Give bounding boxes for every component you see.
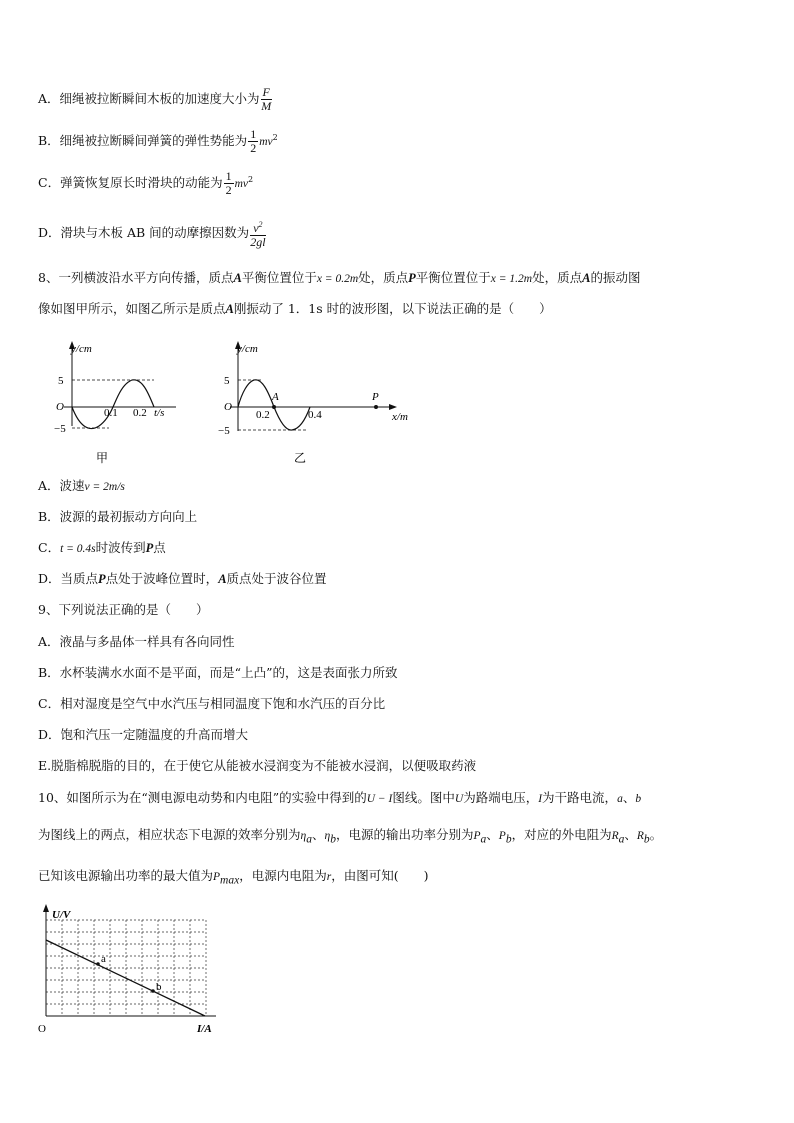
- point-b-dot: [151, 989, 155, 993]
- text: ，电源内电阻为: [239, 868, 327, 883]
- subscript: max: [220, 874, 240, 887]
- subscript: a: [618, 833, 625, 846]
- y-tick-top: 5: [224, 375, 230, 387]
- denominator: M: [261, 99, 272, 113]
- math: x = 1.2m: [490, 273, 533, 285]
- q10-stem-line1: [38, 792, 641, 806]
- math: t = 0.4s: [60, 543, 96, 555]
- q10-stem-line2: [38, 829, 662, 846]
- point-a-label: A: [272, 391, 279, 403]
- q8-option-b: B．波源的最初振动方向向上: [38, 509, 198, 524]
- var-u: U: [454, 793, 464, 805]
- q7-option-d-text: D．滑块与木板 AB 间的动摩擦因数为: [38, 225, 250, 240]
- text: 10、如图所示为在“测电源电动势和内电阻”的实验中得到的: [38, 790, 367, 805]
- numerator: F: [262, 85, 270, 99]
- var-a: A: [218, 572, 227, 586]
- superscript: 2: [272, 132, 278, 142]
- numerator: 1: [250, 127, 257, 141]
- point-b-label: b: [156, 981, 162, 993]
- wave-curve: [238, 380, 310, 430]
- y-arrow-icon: [43, 904, 49, 912]
- var-a: a: [617, 793, 623, 805]
- var-a: A: [225, 302, 234, 316]
- ui-line: [46, 940, 205, 1016]
- denominator: 2: [250, 141, 257, 155]
- text: A．波速: [38, 478, 85, 493]
- x-tick-1: 0.2: [256, 409, 270, 421]
- q7-option-d: [38, 218, 267, 249]
- subscript: b: [505, 833, 512, 846]
- sine-curve: [72, 380, 154, 429]
- q7-option-c: [38, 170, 253, 197]
- text: 点: [153, 540, 166, 555]
- x-label: x/m: [392, 411, 408, 423]
- graph-yi: [214, 336, 424, 466]
- grid: [46, 920, 206, 1016]
- x-tick-1: 0.1: [104, 407, 118, 419]
- caption: 乙: [294, 451, 307, 465]
- text: D．当质点: [38, 571, 99, 586]
- text: 点处于波峰位置时，: [105, 571, 219, 586]
- point-a-dot: [272, 405, 276, 409]
- q8-option-d: [38, 573, 327, 586]
- x-tick-2: 0.2: [133, 407, 147, 419]
- superscript: 2: [258, 220, 263, 229]
- numerator: [250, 218, 265, 236]
- q8-stem-line1: [38, 272, 640, 286]
- var-i: I: [538, 793, 543, 805]
- q8-stem-line2: [38, 303, 552, 316]
- text: 8、一列横波沿水平方向传播，质点: [38, 270, 234, 285]
- var-p: P: [213, 871, 221, 883]
- x-label: I/A: [197, 1023, 212, 1035]
- text: 处，质点: [532, 270, 583, 285]
- point-p-label: P: [372, 391, 379, 403]
- x-arrow-icon: [389, 404, 397, 410]
- text: C．: [38, 540, 61, 555]
- var-a: A: [233, 271, 242, 285]
- denominator: 2gl: [250, 235, 266, 249]
- separator: 、: [311, 827, 325, 842]
- eta-symbol: η: [300, 830, 307, 842]
- expression: mv: [259, 136, 273, 148]
- var-r: r: [326, 871, 332, 883]
- y-tick-top: 5: [58, 375, 64, 387]
- var-r: R: [611, 830, 619, 842]
- var-r: R: [636, 830, 644, 842]
- fraction: [224, 170, 234, 197]
- subscript: a: [306, 833, 312, 846]
- q7-option-b: [38, 128, 278, 155]
- text: ，由图可知( ): [331, 868, 429, 883]
- text: 图线。图中: [392, 790, 455, 805]
- math: v = 2m/s: [84, 481, 125, 493]
- text: 时波传到: [95, 540, 146, 555]
- q9-option-d: D．饱和汽压一定随温度的升高而增大: [38, 727, 249, 742]
- text: 处，质点: [358, 270, 409, 285]
- var-b: b: [635, 793, 642, 805]
- numerator-var: v: [253, 221, 259, 235]
- graph-jia: [44, 336, 184, 466]
- text: 刚振动了 1．1s 时的波形图，以下说法正确的是（ ）: [233, 301, 552, 316]
- text: 。: [649, 827, 663, 842]
- q8-option-c: [38, 542, 166, 556]
- text: 像如图甲所示，如图乙所示是质点: [38, 301, 226, 316]
- origin-label: O: [224, 401, 232, 413]
- numerator: 1: [225, 169, 232, 183]
- q7-option-a-text: A．细绳被拉断瞬间木板的加速度大小为: [38, 91, 260, 106]
- math: x = 0.2m: [316, 273, 359, 285]
- q9-stem: 9、下列说法正确的是（ ）: [38, 602, 209, 617]
- point-a-dot: [96, 962, 100, 966]
- ui-graph: [30, 902, 230, 1038]
- fraction: [261, 86, 272, 113]
- origin-label: O: [38, 1023, 46, 1035]
- text: 平衡位置位于: [415, 270, 491, 285]
- q9-option-b: B．水杯装满水水面不是平面，而是“上凸”的，这是表面张力所致: [38, 665, 398, 680]
- q7-option-a: [38, 86, 273, 113]
- var-p: P: [473, 830, 481, 842]
- separator: 、: [624, 827, 637, 842]
- fraction: [250, 218, 265, 249]
- y-tick-bottom: −5: [218, 425, 230, 437]
- superscript: 2: [248, 174, 254, 184]
- expression: mv: [234, 178, 248, 190]
- q7-option-c-text: C．弹簧恢复原长时滑块的动能为: [38, 175, 223, 190]
- q9-option-a: A．液晶与多晶体一样具有各向同性: [38, 634, 235, 649]
- x-label: t/s: [154, 407, 165, 419]
- fraction: [248, 128, 258, 155]
- var-p: P: [408, 271, 416, 285]
- text: 的振动图: [590, 270, 641, 285]
- denominator: 2: [225, 183, 232, 197]
- x-tick-2: 0.4: [308, 409, 322, 421]
- text: 已知该电源输出功率的最大值为: [38, 868, 214, 883]
- eta-symbol: η: [324, 830, 331, 842]
- q8-option-a: [38, 480, 125, 494]
- var-p: P: [498, 830, 506, 842]
- q10-stem-line3: [38, 870, 428, 887]
- var-p: P: [145, 541, 154, 555]
- y-tick-bottom: −5: [54, 423, 66, 435]
- q7-option-b-text: B．细绳被拉断瞬间弹簧的弹性势能为: [38, 133, 248, 148]
- q9-option-e: E.脱脂棉脱脂的目的，在于使它从能被水浸润变为不能被水浸润，以便吸取药液: [38, 758, 477, 773]
- caption: 甲: [96, 451, 109, 465]
- text: ，对应的外电阻为: [511, 827, 612, 842]
- subscript: b: [330, 833, 336, 846]
- separator: 、: [622, 790, 636, 805]
- var-a: A: [582, 271, 591, 285]
- text: 质点处于波谷位置: [226, 571, 327, 586]
- subscript: b: [643, 833, 650, 846]
- separator: 、: [486, 827, 499, 842]
- text: 为图线上的两点，相应状态下电源的效率分别为: [38, 827, 301, 842]
- y-label: U/V: [52, 909, 71, 921]
- text: 平衡位置位于: [241, 270, 317, 285]
- point-a-label: a: [101, 953, 106, 965]
- text: ，电源的输出功率分别为: [335, 827, 474, 842]
- origin-label: O: [56, 401, 64, 413]
- y-label: y/cm: [71, 343, 92, 355]
- q9-option-c: C．相对湿度是空气中水汽压与相同温度下饱和水汽压的百分比: [38, 696, 386, 711]
- math: U − I: [366, 793, 393, 805]
- y-label: y/cm: [237, 343, 258, 355]
- text: 为路端电压，: [463, 790, 539, 805]
- subscript: a: [480, 833, 487, 846]
- var-p: P: [98, 572, 106, 586]
- text: 为干路电流，: [542, 790, 618, 805]
- point-p-dot: [374, 405, 378, 409]
